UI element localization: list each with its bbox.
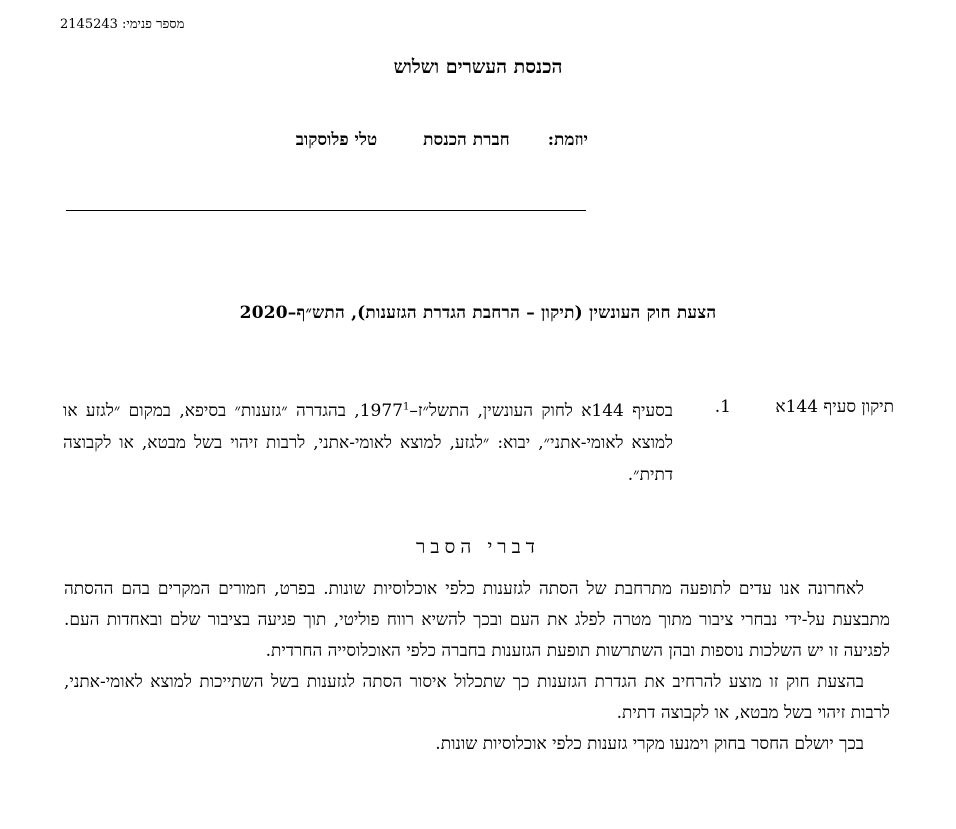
- explanation-heading: דברי הסבר: [416, 536, 540, 558]
- initiator-name: טלי פלוסקוב: [295, 130, 378, 150]
- section-number: 1.: [714, 397, 731, 417]
- explanation-paragraph: בהצעת חוק זו מוצע להרחיב את הגדרת הגזענות כך שתכלול איסור הסתה לגזענות בשל השתייכות למוצא לאומי-אתני, לרבות זיהוי בשל מבטא, או לקבוצה דתית.: [64, 672, 890, 723]
- initiators-label: יוזמת:: [547, 130, 588, 150]
- internal-number: מספר פנימי: 2145243: [60, 17, 185, 32]
- initiators-line: [296, 130, 588, 150]
- explanation-paragraph: לאחרונה אנו עדים לתופעה מתרחבת של הסתה לגזענות כלפי אוכלוסיות שונות. בפרט, חמורים המקרים בהם ההסתה מתבצעת על-ידי נבחרי ציבור מתוך מטרה לפלג את העם ובכך להשיא רווח פוליטי, תוך פגיעה בציבור שלם ובאחדות העם. לפגיעה זו יש השלכות נוספות ובהן השתרשות תופעת הגזענות בחברה כלפי האוכלוסייה החרדית.: [64, 579, 890, 661]
- section-body: [63, 395, 673, 491]
- initiator-role: חברת הכנסת: [423, 130, 510, 150]
- section-marginal-note: תיקון סעיף 144א: [775, 397, 894, 417]
- explanation-body: [64, 574, 890, 760]
- bill-title: הצעת חוק העונשין (תיקון – הרחבת הגדרת הגזענות), התש״ף–2020: [239, 303, 717, 323]
- explanation-paragraph: בכך יושלם החסר בחוק וימנעו מקרי גזענות כלפי אוכלוסיות שונות.: [435, 734, 864, 754]
- section-text-part1: בסעיף 144א לחוק העונשין, התשל״ז–1977: [359, 401, 673, 421]
- knesset-title: הכנסת העשרים ושלוש: [393, 56, 563, 78]
- horizontal-rule: [66, 210, 586, 211]
- section-text-part2: , בהגדרה ״גזענות״ בסיפא, במקום ״לגזע או למוצא לאומי-אתני״, יבוא: ״לגזע, למוצא לאומי-אתני, לרבות זיהוי בשל מבטא, או לקבוצה דתית״.: [63, 401, 673, 485]
- footnote-mark[interactable]: 1: [402, 401, 410, 413]
